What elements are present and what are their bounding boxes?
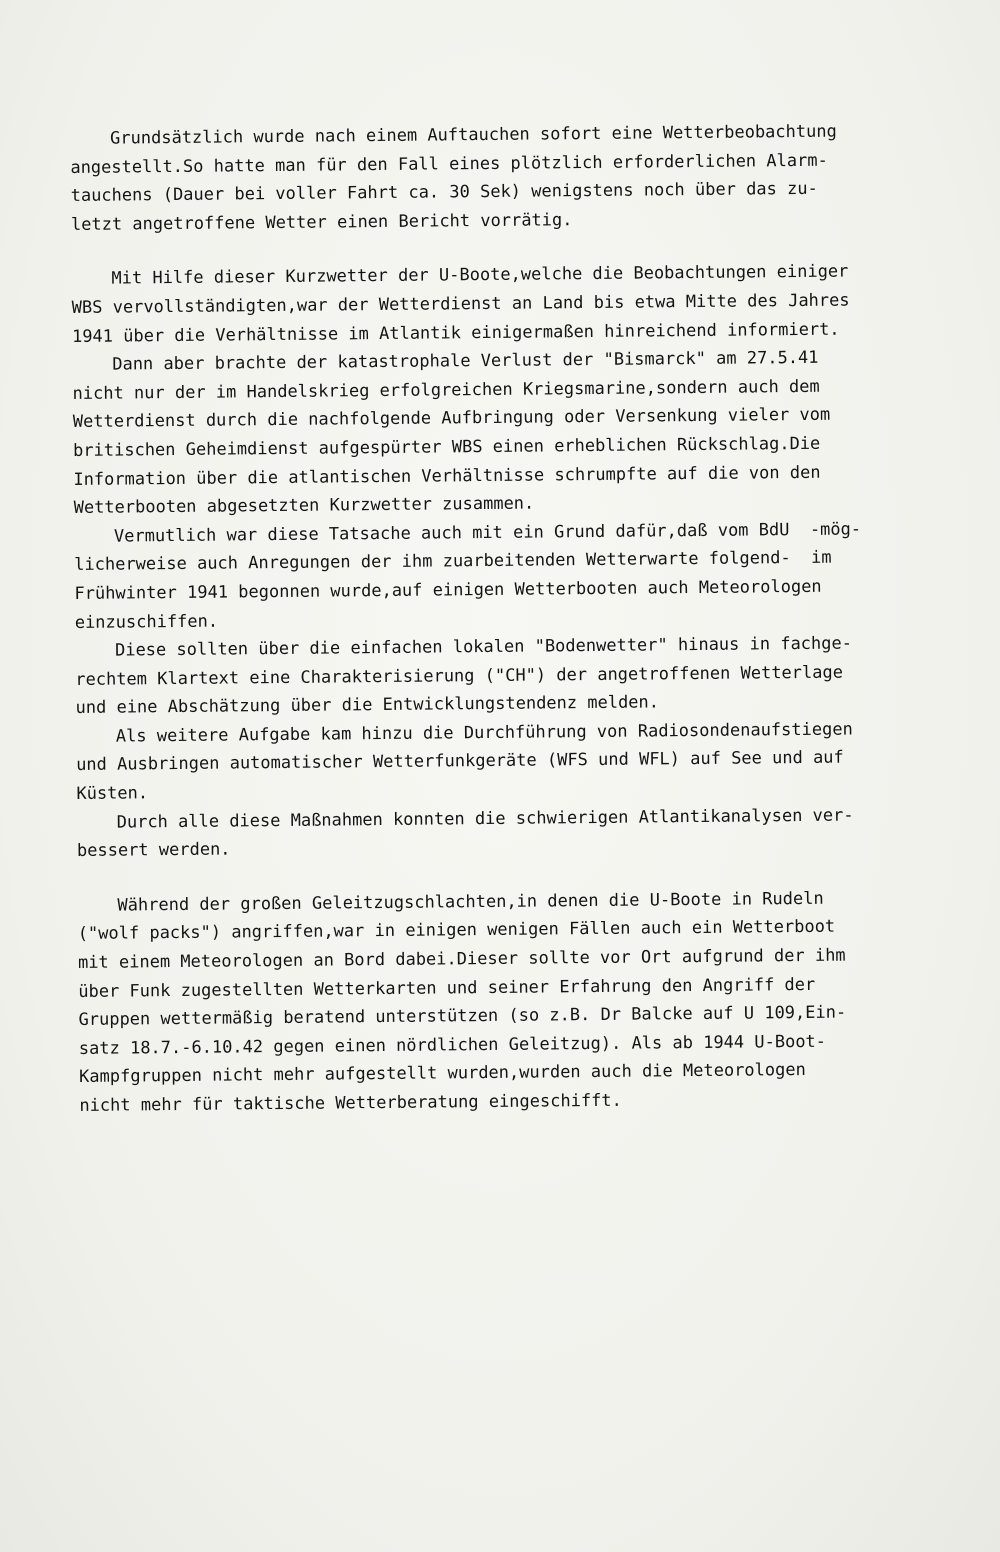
text-line: Küsten. (76, 783, 149, 805)
text-line: bessert werden. (76, 839, 231, 862)
paragraph-6 (76, 715, 937, 809)
text-line: tauchens (Dauer bei voller Fahrt ca. 30 Sek) wenigstens noch über das zu- (70, 179, 818, 207)
text-line: rechtem Klartext eine Charakterisierung ("CH") der angetroffenen Wetterlage (75, 662, 844, 690)
text-line: Frühwinter 1941 begonnen wurde,auf einigen Wetterbooten auch Meteorologen (74, 576, 822, 604)
text-line: Grundsätzlich wurde nach einem Auftauchen sofort eine Wetterbeobachtung (110, 121, 837, 149)
paragraph-5 (75, 629, 936, 723)
text-line: Durch alle diese Maßnahmen konnten die schwierigen Atlantikanalysen ver- (116, 805, 854, 833)
text-line: Dann aber brachte der katastrophale Verlust der "Bismarck" am 27.5.41 (112, 347, 819, 375)
text-line: Gruppen wettermäßig beratend unterstützen (so z.B. Dr Balcke auf U 109,Ein- (78, 1002, 847, 1031)
paragraph-8 (77, 884, 939, 1121)
paragraph-2 (71, 257, 932, 351)
text-line: letzt angetroffene Wetter einen Bericht vorrätig. (70, 209, 573, 235)
text-line: satz 18.7.-6.10.42 gegen einen nördlichen Geleitzug). Als ab 1944 U-Boot- (78, 1031, 827, 1059)
text-line: Wetterdienst durch die nachfolgende Aufbringung oder Versenkung vieler vom (72, 405, 831, 433)
text-line: WBS vervollständigten,war der Wetterdienst an Land bis etwa Mitte des Jahres (71, 290, 850, 318)
text-line: licherweise auch Anregungen der ihm zuarbeitenden Wetterwarte folgend- im (74, 548, 832, 576)
text-line: Kampfgruppen nicht mehr aufgestellt wurden,wurden auch die Meteorologen (79, 1060, 806, 1088)
text-line: Diese sollten über die einfachen lokalen "Bodenwetter" hinaus in fachge- (114, 633, 853, 661)
document-body (70, 117, 940, 1135)
text-line: einzuschiffen. (74, 611, 219, 633)
text-line: und eine Abschätzung über die Entwicklungstendenz melden. (75, 692, 660, 719)
paragraph-7 (77, 800, 938, 865)
text-line: ("wolf packs") angriffen,war in einigen wenigen Fällen auch ein Wetterboot (77, 917, 836, 945)
paragraph-3 (72, 343, 934, 523)
text-line: angestellt.So hatte man für den Fall eines plötzlich erforderlichen Alarm- (70, 150, 828, 178)
text-line: und Ausbringen automatischer Wetterfunkgeräte (WFS und WFL) auf See und auf (76, 748, 844, 776)
text-line: 1941 über die Verhältnisse im Atlantik einigermaßen hinreichend informiert. (71, 319, 840, 347)
text-line: über Funk zugestellten Wetterkarten und seiner Erfahrung den Angriff der (78, 974, 816, 1002)
text-line: Wetterbooten abgesetzten Kurzwetter zusammen. (73, 493, 535, 519)
text-line: Mit Hilfe dieser Kurzwetter der U-Boote,welche die Beobachtungen einiger (111, 261, 849, 289)
text-line: Information über die atlantischen Verhältnisse schrumpfte auf die von den (73, 462, 821, 490)
paragraph-4 (74, 514, 935, 637)
text-line: Als weitere Aufgabe kam hinzu die Durchführung von Radiosondenaufstiegen (115, 719, 853, 747)
text-line: nicht nur der im Handelskrieg erfolgreichen Kriegsmarine,sondern auch dem (72, 376, 820, 404)
text-line: Während der großen Geleitzugschlachten,in denen die U-Boote in Rudeln (117, 888, 824, 916)
text-line: mit einem Meteorologen an Bord dabei.Dieser sollte vor Ort aufgrund der ihm (77, 945, 846, 973)
paragraph-1 (70, 117, 931, 240)
text-line: nicht mehr für taktische Wetterberatung eingeschifft. (79, 1090, 622, 1116)
text-line: britischen Geheimdienst aufgespürter WBS einen erheblichen Rückschlag.Die (73, 433, 821, 461)
text-line: Vermutlich war diese Tatsache auch mit ein Grund dafür,daß vom BdU -mög- (113, 519, 862, 547)
